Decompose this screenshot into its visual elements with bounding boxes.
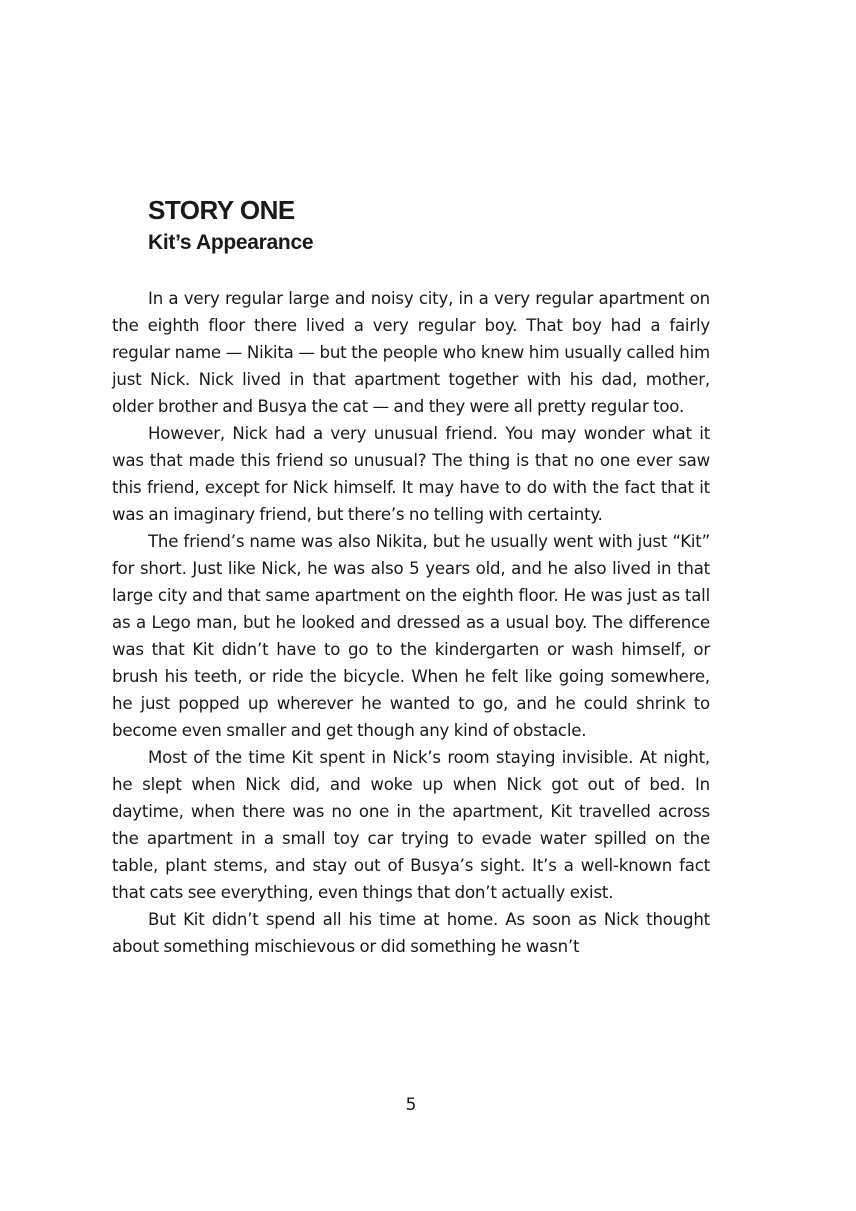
book-page [112,0,710,1211]
chapter-title: STORY ONE [148,195,295,225]
paragraph: In a very regular large and noisy city, in a very regular apartment on the eighth floor there lived a very regular boy. That boy had a fairly regular name — Nikita — but the people who knew him usually called him just Nick. Nick lived in that apartment together with his dad, mother, older brother and Busya the cat — and they were all pretty regular too. [112,289,710,416]
paragraph: But Kit didn’t spend all his time at home. As soon as Nick thought about something mischievous or did something he wasn’t [112,910,710,956]
chapter-subtitle: Kit’s Appearance [148,231,314,254]
paragraph: However, Nick had a very unusual friend. You may wonder what it was that made this friend so unusual? The thing is that no one ever saw this friend, except for Nick himself. It may have to do with the fact that it was an imaginary friend, but there’s no telling with certainty. [112,424,710,524]
paragraph: Most of the time Kit spent in Nick’s room staying invisible. At night, he slept when Nick did, and woke up when Nick got out of bed. In daytime, when there was no one in the apartment, Kit travelled across the apartment in a small toy car trying to evade water spilled on the table, plant stems, and stay out of Busya’s sight. It’s a well-known fact that cats see everything, even things that don’t actually exist. [112,748,710,902]
story-body [112,285,710,960]
paragraph: The friend’s name was also Nikita, but he usually went with just “Kit” for short. Just like Nick, he was also 5 years old, and he also lived in that large city and that same apartment on the eighth floor. He was just as tall as a Lego man, but he looked and dressed as a usual boy. The difference was that Kit didn’t have to go to the kindergarten or wash himself, or brush his teeth, or ride the bicycle. When he felt like going somewhere, he just popped up wherever he wanted to go, and he could shrink to become even smaller and get though any kind of obstacle. [112,532,710,740]
page-number: 5 [405,1095,417,1115]
